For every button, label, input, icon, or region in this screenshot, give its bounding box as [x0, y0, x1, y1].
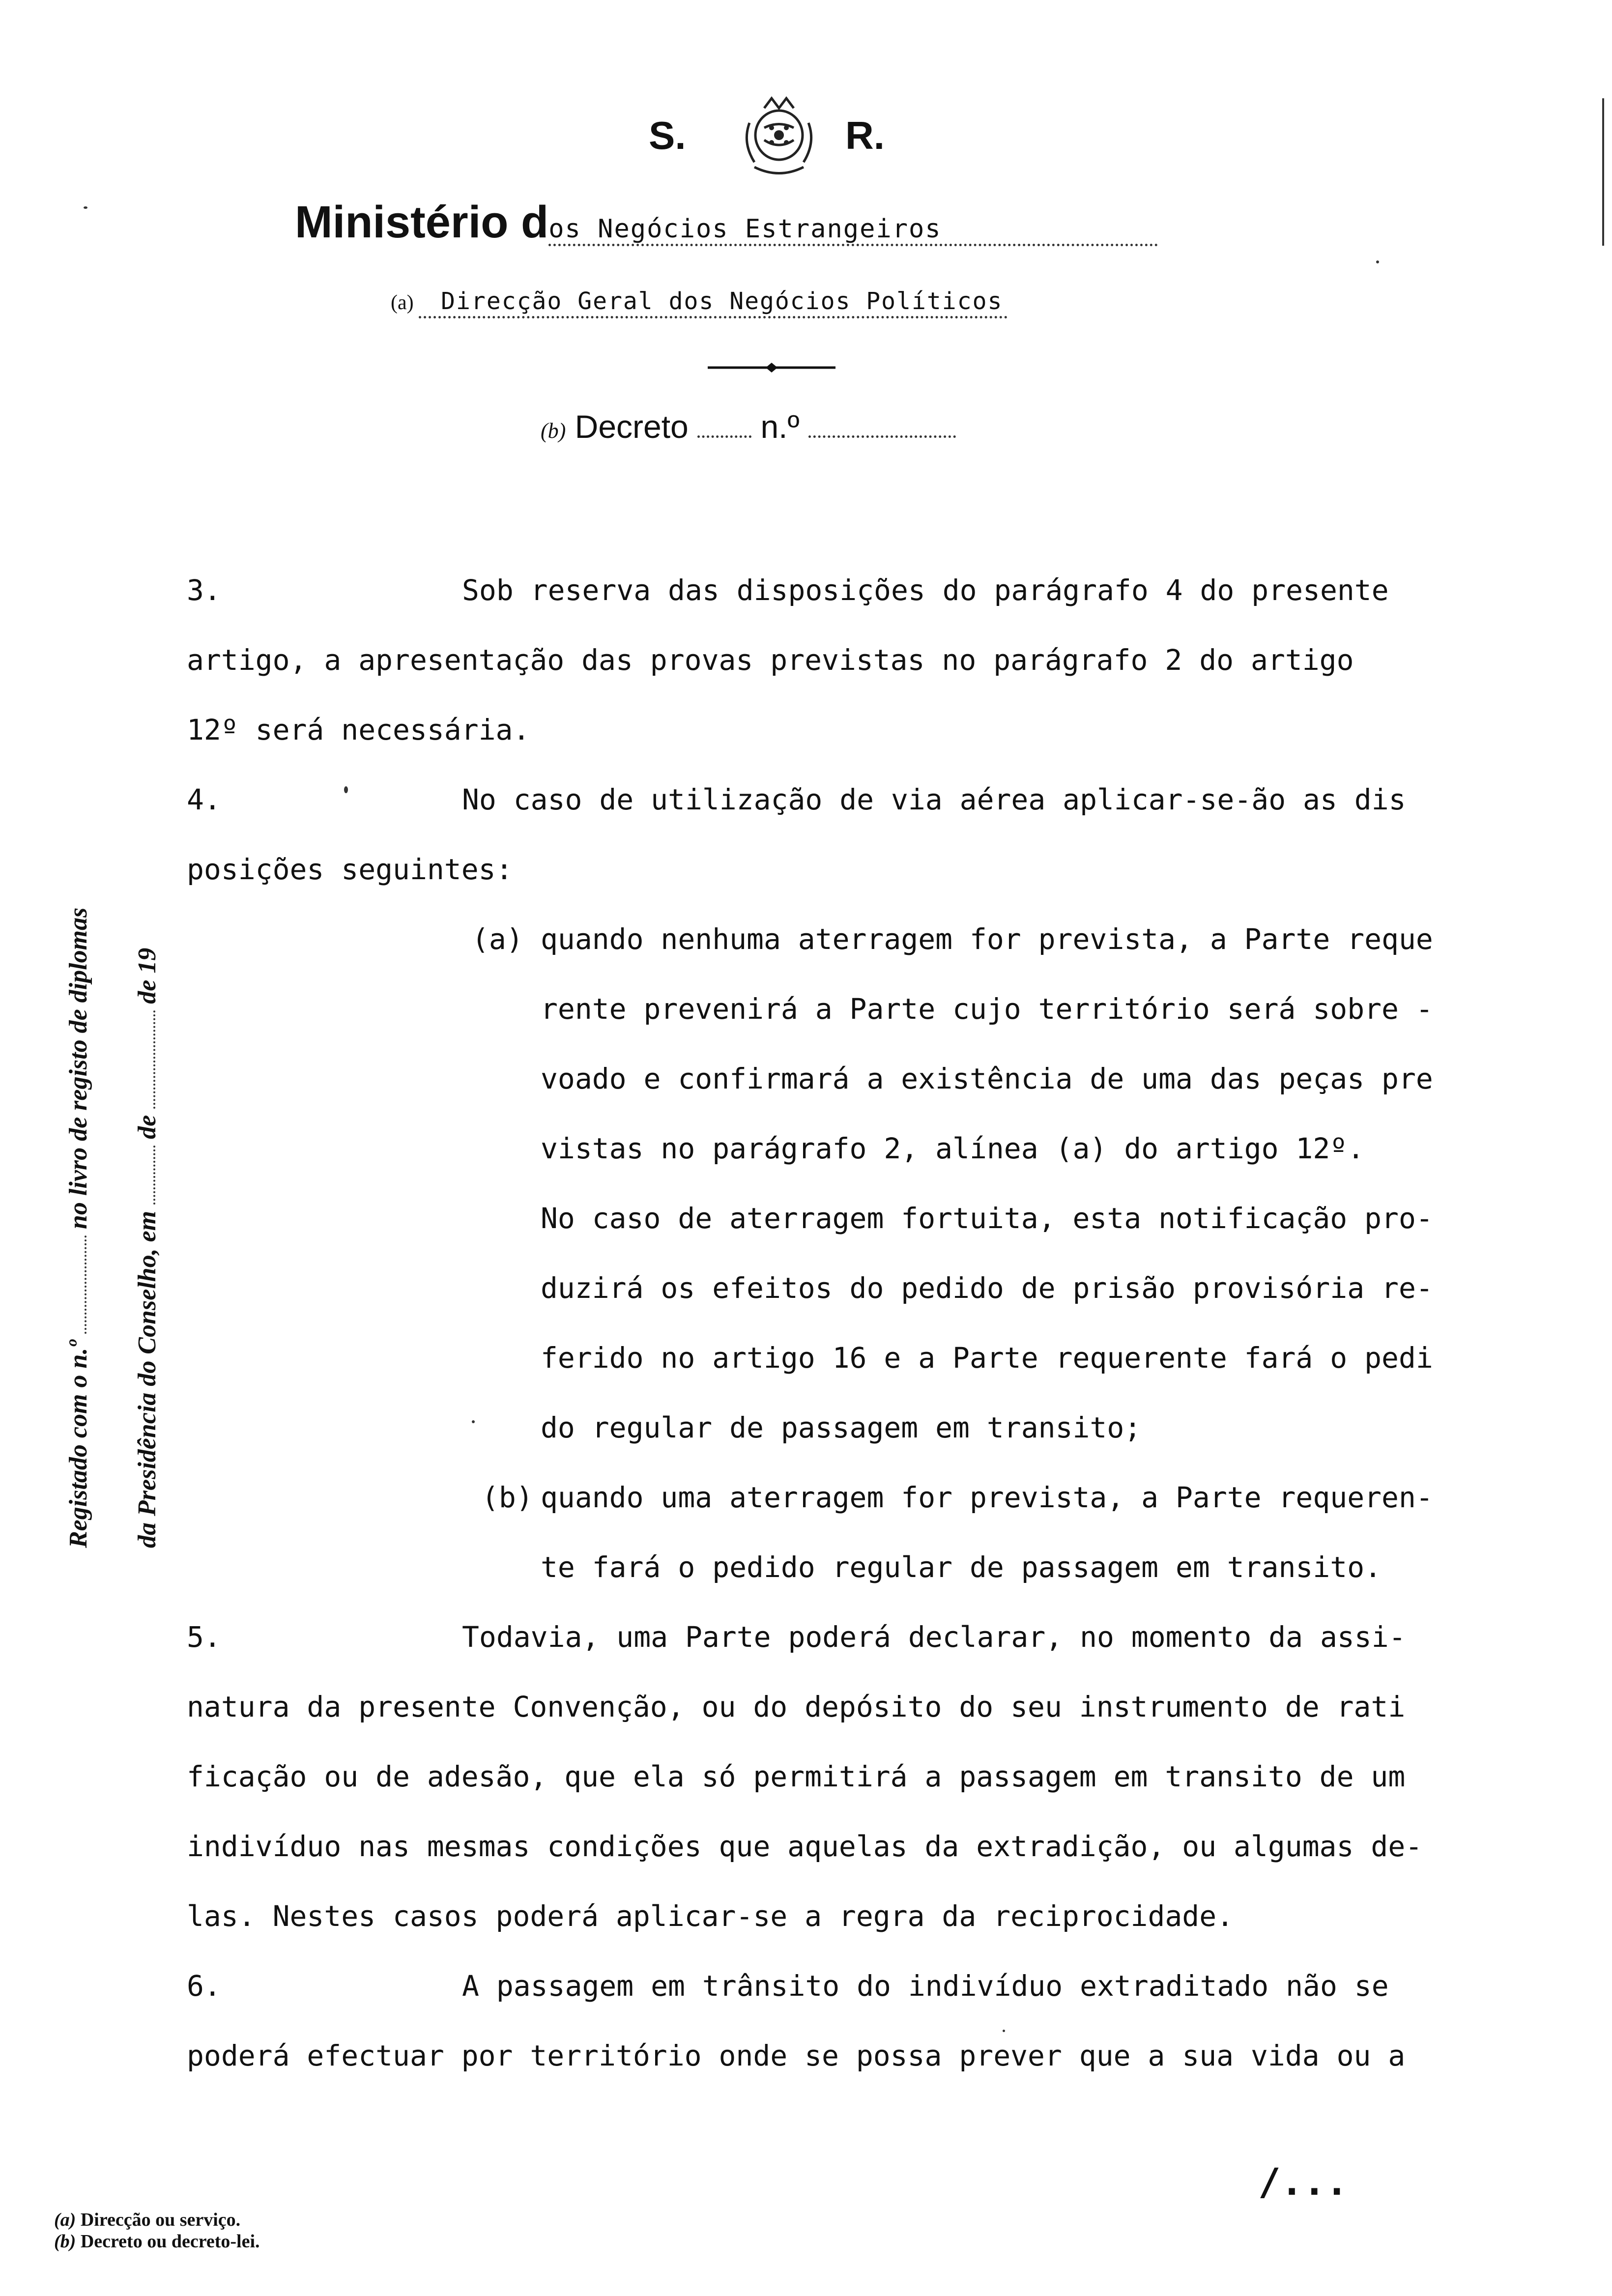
text-line: A passagem em trânsito do indivíduo extraditado não se	[462, 1969, 1389, 2003]
margin-registration-stamp	[44, 908, 182, 1548]
decree-number-blank	[808, 435, 956, 438]
text-line: 12º será necessária.	[187, 713, 530, 746]
paragraph-number: 3.	[187, 574, 221, 607]
margin-blank	[153, 1010, 155, 1109]
header-divider	[708, 360, 835, 375]
margin-blank	[85, 1235, 86, 1334]
margin-blank	[153, 1146, 155, 1205]
ministry-prefix: Ministério d	[295, 197, 549, 247]
coat-of-arms-seal	[735, 93, 823, 177]
margin-de-label: de	[133, 1115, 161, 1139]
header-r-letter: R.	[845, 114, 885, 157]
text-line: Todavia, uma Parte poderá declarar, no momento da assi-	[462, 1620, 1406, 1654]
header-sr	[649, 93, 904, 177]
decree-blank	[697, 435, 751, 438]
subitem-a	[187, 904, 1533, 1463]
margin-line-1	[44, 908, 113, 1548]
footnotes	[54, 2209, 260, 2252]
paragraph-number: 4.	[187, 783, 221, 816]
footnote-label: (a)	[54, 2210, 76, 2230]
subitem-b	[187, 1463, 1533, 1602]
text-line: posições seguintes:	[187, 853, 513, 886]
text-line: natura da presente Convenção, ou do depósito do seu instrumento de rati	[187, 1690, 1406, 1723]
text-line: Sob reserva das disposições do parágrafo 4 do presente	[462, 574, 1389, 607]
text-line: rente prevenirá a Parte cujo território será sobre -	[541, 992, 1433, 1026]
text-line: duzirá os efeitos do pedido de prisão provisória re-	[541, 1271, 1433, 1305]
header-s-letter: S.	[649, 114, 686, 157]
margin-registered-label: Registado com o n.º	[64, 1340, 92, 1548]
text-line: No caso de utilização de via aérea aplicar-se-ão as dis	[462, 783, 1406, 816]
decree-line	[541, 408, 956, 445]
footnote-text: Decreto ou decreto-lei.	[80, 2231, 260, 2252]
paragraph-4	[187, 765, 1533, 1602]
text-line: quando nenhuma aterragem for prevista, a Parte reque	[541, 922, 1433, 956]
text-line: ficação ou de adesão, que ela só permitirá a passagem em transito de um	[187, 1760, 1406, 1793]
decree-number-label: n.º	[760, 408, 800, 445]
text-line: ferido no artigo 16 e a Parte requerente fará o pedi	[541, 1341, 1433, 1375]
document-body	[187, 555, 1533, 2091]
paragraph-number: 5.	[187, 1620, 221, 1654]
paragraph-6	[187, 1951, 1533, 2091]
text-line: do regular de passagem em transito;	[541, 1411, 1142, 1444]
footnote-a	[54, 2209, 260, 2231]
decree-word: Decreto	[575, 408, 689, 445]
text-line: te fará o pedido regular de passagem em transito.	[541, 1550, 1382, 1584]
direction-line	[391, 287, 1008, 315]
footnote-b	[54, 2231, 260, 2252]
margin-year-label: de 19	[133, 947, 161, 1004]
decree-label: (b)	[541, 419, 566, 443]
text-line: poderá efectuar por território onde se possa prever que a sua vida ou a	[187, 2039, 1406, 2072]
subitem-label: (b)	[482, 1481, 533, 1514]
subitem-label: (a)	[472, 922, 523, 956]
direction-label: (a)	[391, 291, 414, 314]
text-line: No caso de aterragem fortuita, esta notificação pro-	[541, 1202, 1433, 1235]
footnote-label: (b)	[54, 2231, 76, 2252]
direction-name-fill: Direcção Geral dos Negócios Políticos	[419, 287, 1008, 318]
ministry-line	[295, 197, 1158, 248]
margin-presidency-label: da Presidência do Conselho, em	[133, 1210, 161, 1548]
ministry-name-fill: os Negócios Estrangeiros	[548, 214, 1157, 246]
text-line: artigo, a apresentação das provas previstas no parágrafo 2 do artigo	[187, 643, 1354, 677]
margin-line-2	[113, 908, 182, 1548]
text-line: indivíduo nas mesmas condições que aquelas da extradição, ou algumas de-	[187, 1830, 1423, 1863]
paragraph-5	[187, 1602, 1533, 1951]
paragraph-3	[187, 555, 1533, 765]
text-line: las. Nestes casos poderá aplicar-se a regra da reciprocidade.	[187, 1899, 1234, 1933]
footnote-text: Direcção ou serviço.	[80, 2210, 241, 2230]
text-line: quando uma aterragem for prevista, a Parte requeren-	[541, 1481, 1433, 1514]
text-line: voado e confirmará a existência de uma das peças pre	[541, 1062, 1433, 1095]
text-line: vistas no parágrafo 2, alínea (a) do artigo 12º.	[541, 1132, 1365, 1165]
continued-marker: /...	[1258, 2160, 1349, 2204]
margin-book-label: no livro de registo de diplomas	[64, 907, 92, 1230]
paragraph-number: 6.	[187, 1969, 221, 2003]
